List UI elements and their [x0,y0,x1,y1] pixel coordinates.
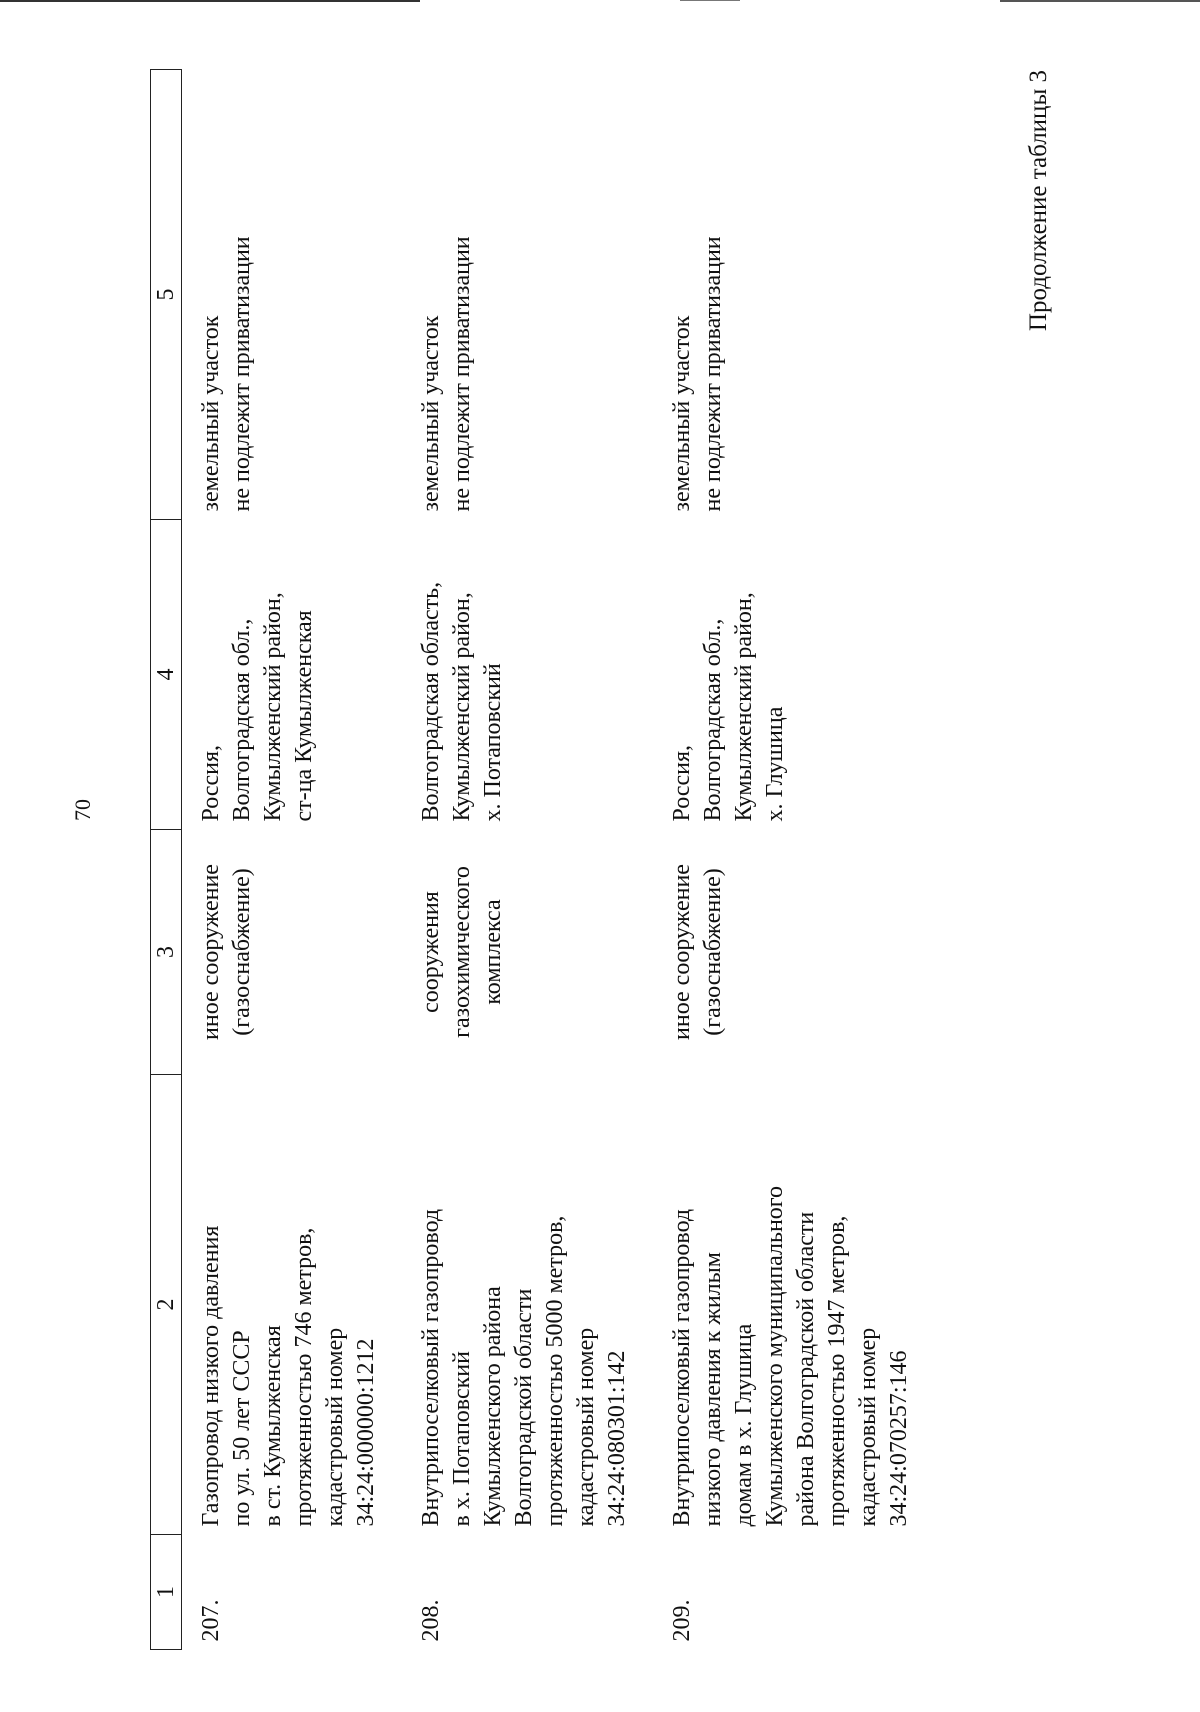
row-number: 208. [418,1599,444,1642]
object-name-line: протяженностью 5000 метров, [542,1215,568,1527]
object-name-line: Кумылженского муниципального [762,1185,788,1527]
object-type-line: (газоснабжение) [700,868,726,1036]
object-address-line: Волгоградская обл., [700,618,726,822]
object-name-line: Внутрипоселковый газопровод [418,1208,444,1527]
object-type-cell [653,830,935,1075]
scan-edge-artifact [1000,0,1200,2]
object-name-line: Волгоградской области [511,1288,537,1527]
object-type-line: сооружения [418,891,444,1013]
object-name-line: по ул. 50 лет СССР [229,1330,255,1527]
object-address-line: Волгоградская обл., [229,618,255,822]
object-name-cell [653,1075,935,1535]
object-type-line: (газоснабжение) [229,868,255,1036]
object-note-line: не подлежит приватизации [700,236,726,512]
object-type-line: иное сооружение [198,864,224,1040]
object-name-line: района Волгоградской области [793,1211,819,1527]
object-name-line: кадастровый номер [855,1327,881,1527]
object-name-line: Кумылженского района [480,1286,506,1527]
page-number: 70 [70,799,95,821]
object-address-line: ст-ца Кумылженская [291,610,317,822]
object-name-line: низкого давления к жилым [700,1252,726,1527]
object-note-line: не подлежит приватизации [449,236,475,512]
object-type-line: газохимического [449,866,475,1038]
object-address-line: х. Потаповский [480,663,506,822]
object-name-line: Газопровод низкого давления [198,1225,224,1527]
object-address-line: Россия, [198,744,224,822]
object-address-line: Кумылженский район, [260,592,286,822]
table-row [402,70,653,1650]
continuation-title: Продолжение таблицы 3 [1025,70,1052,332]
object-name-line: кадастровый номер [322,1327,348,1527]
object-address-line: Кумылженский район, [449,592,475,822]
object-type-line: иное сооружение [669,864,695,1040]
object-name-line: протяженностью 1947 метров, [824,1215,850,1527]
object-address-cell [182,520,403,830]
scan-edge-artifact [0,0,420,2]
table-row [653,70,935,1650]
header-col-5: 5 [151,70,182,520]
header-col-1: 1 [151,1535,182,1650]
object-type-cell [402,830,653,1075]
property-table [150,69,935,1650]
object-type-cell [182,830,403,1075]
object-address-line: Россия, [669,744,695,822]
object-address-line: Волгоградская область, [418,581,444,822]
scan-edge-artifact [680,0,740,1]
object-name-line: 34:24:000000:1212 [353,1338,379,1527]
object-name-line: 34:24:070257:146 [886,1350,912,1527]
object-name-line: протяженностью 746 метров, [291,1227,317,1527]
header-col-4: 4 [151,520,182,830]
object-address-line: Кумылженский район, [731,592,757,822]
header-col-2: 2 [151,1075,182,1535]
object-note-line: земельный участок [418,315,444,512]
object-note-cell [653,70,935,520]
rotated-content [70,70,1200,1650]
object-name-line: Внутрипоселковый газопровод [669,1208,695,1527]
object-address-line: х. Глушица [762,706,788,822]
object-note-cell [182,70,403,520]
object-type-line: комплекса [480,899,506,1005]
table-row [182,70,403,1650]
object-note-line: земельный участок [669,315,695,512]
row-number: 209. [669,1599,695,1642]
object-name-line: 34:24:080301:142 [604,1350,630,1527]
row-number: 207. [198,1599,224,1642]
object-name-cell [182,1075,403,1535]
object-note-line: земельный участок [198,315,224,512]
table-body [182,70,936,1650]
object-name-line: в х. Потаповский [449,1351,475,1527]
object-note-cell [402,70,653,520]
object-name-line: в ст. Кумылженская [260,1325,286,1527]
object-name-line: домам в х. Глушица [731,1323,757,1527]
table-header-row [151,70,182,1650]
header-col-3: 3 [151,830,182,1075]
object-name-line: кадастровый номер [573,1327,599,1527]
object-note-line: не подлежит приватизации [229,236,255,512]
object-name-cell [402,1075,653,1535]
object-address-cell [402,520,653,830]
object-address-cell [653,520,935,830]
